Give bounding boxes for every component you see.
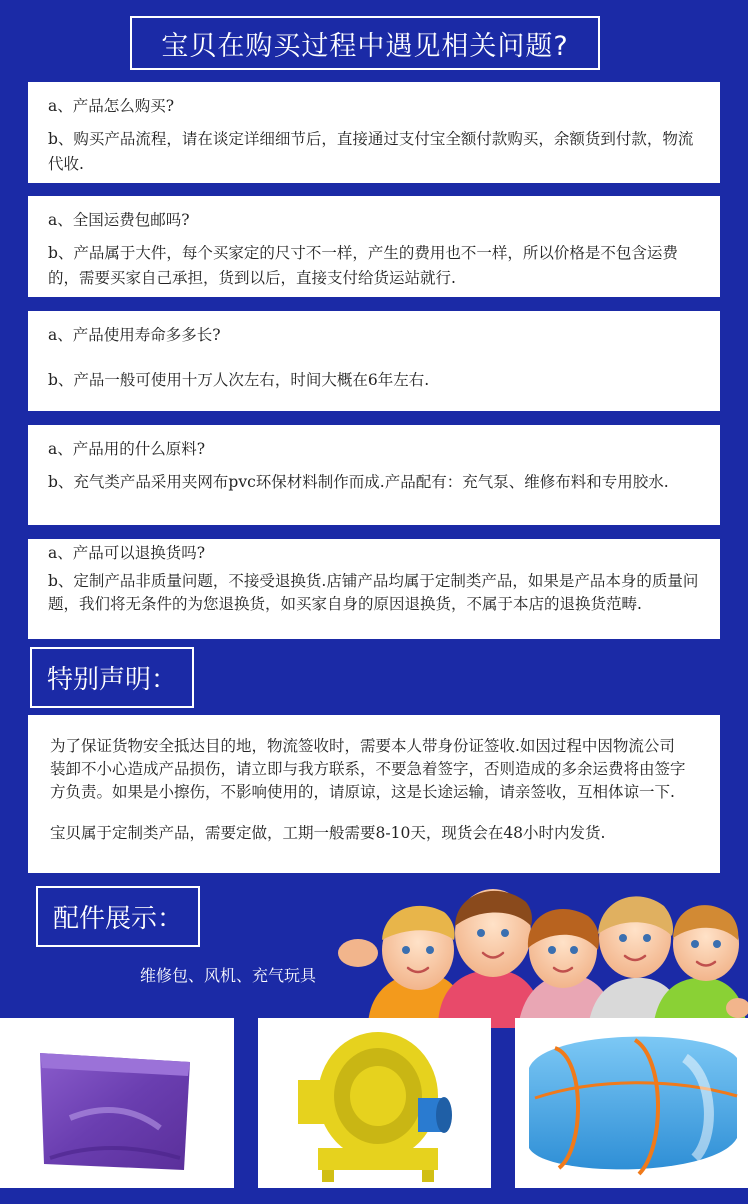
repair-kit-photo [0, 1018, 234, 1188]
page-title: 宝贝在购买过程中遇见相关问题? [161, 30, 569, 62]
faq-answer: b、购买产品流程，请在谈定详细细节后，直接通过支付宝全额付款购买，余额货到付款，物流代收. [48, 130, 694, 173]
faq-question: a、全国运费包邮吗? [48, 211, 190, 229]
page-title-box [130, 16, 600, 70]
blower-photo [258, 1018, 491, 1188]
accessories-label: 配件展示： [36, 886, 200, 947]
faq-card-1 [28, 82, 720, 183]
faq-card-3 [28, 311, 720, 411]
faq-question: a、产品用的什么原料? [48, 440, 206, 458]
faq-question: a、产品可以退换货吗? [48, 544, 206, 562]
notice-label: 特别声明： [30, 647, 194, 708]
notice-paragraph: 为了保证货物安全抵达目的地，物流签收时，需要本人带身份证签收.如因过程中因物流公司装卸不小心造成产品损伤，请立即与我方联系，不要急着签字，否则造成的多余运费将由签字方负责。如果是小擦伤，不影响使用的，请原谅，这是长途运输，请亲签收，互相体谅一下. [50, 737, 686, 801]
inflatable-toy-photo [515, 1018, 748, 1188]
notice-card [28, 715, 720, 873]
faq-answer: b、产品属于大件，每个买家定的尺寸不一样，产生的费用也不一样，所以价格是不包含运费的，需要买家自己承担，货到以后，直接支付给货运站就行. [48, 244, 678, 287]
faq-question: a、产品使用寿命多多长? [48, 326, 221, 344]
faq-card-5 [28, 539, 720, 639]
faq-question: a、产品怎么购买? [48, 97, 175, 115]
faq-card-2 [28, 196, 720, 297]
accessories-caption: 维修包、风机、充气玩具 [140, 966, 317, 985]
faq-card-4 [28, 425, 720, 525]
faq-answer: b、定制产品非质量问题，不接受退换货.店铺产品均属于定制类产品，如果是产品本身的质量问题，我们将无条件的为您退换货，如买家自身的原因退换货，不属于本店的退换货范畴. [48, 572, 699, 613]
notice-paragraph: 宝贝属于定制类产品，需要定做，工期一般需要8-10天，现货会在48小时内发货. [50, 824, 606, 842]
faq-answer: b、产品一般可使用十万人次左右，时间大概在6年左右. [48, 371, 430, 389]
faq-answer: b、充气类产品采用夹网布pvc环保材料制作而成.产品配有：充气泵、维修布料和专用胶水. [48, 473, 669, 491]
kids-photo [338, 878, 748, 1028]
